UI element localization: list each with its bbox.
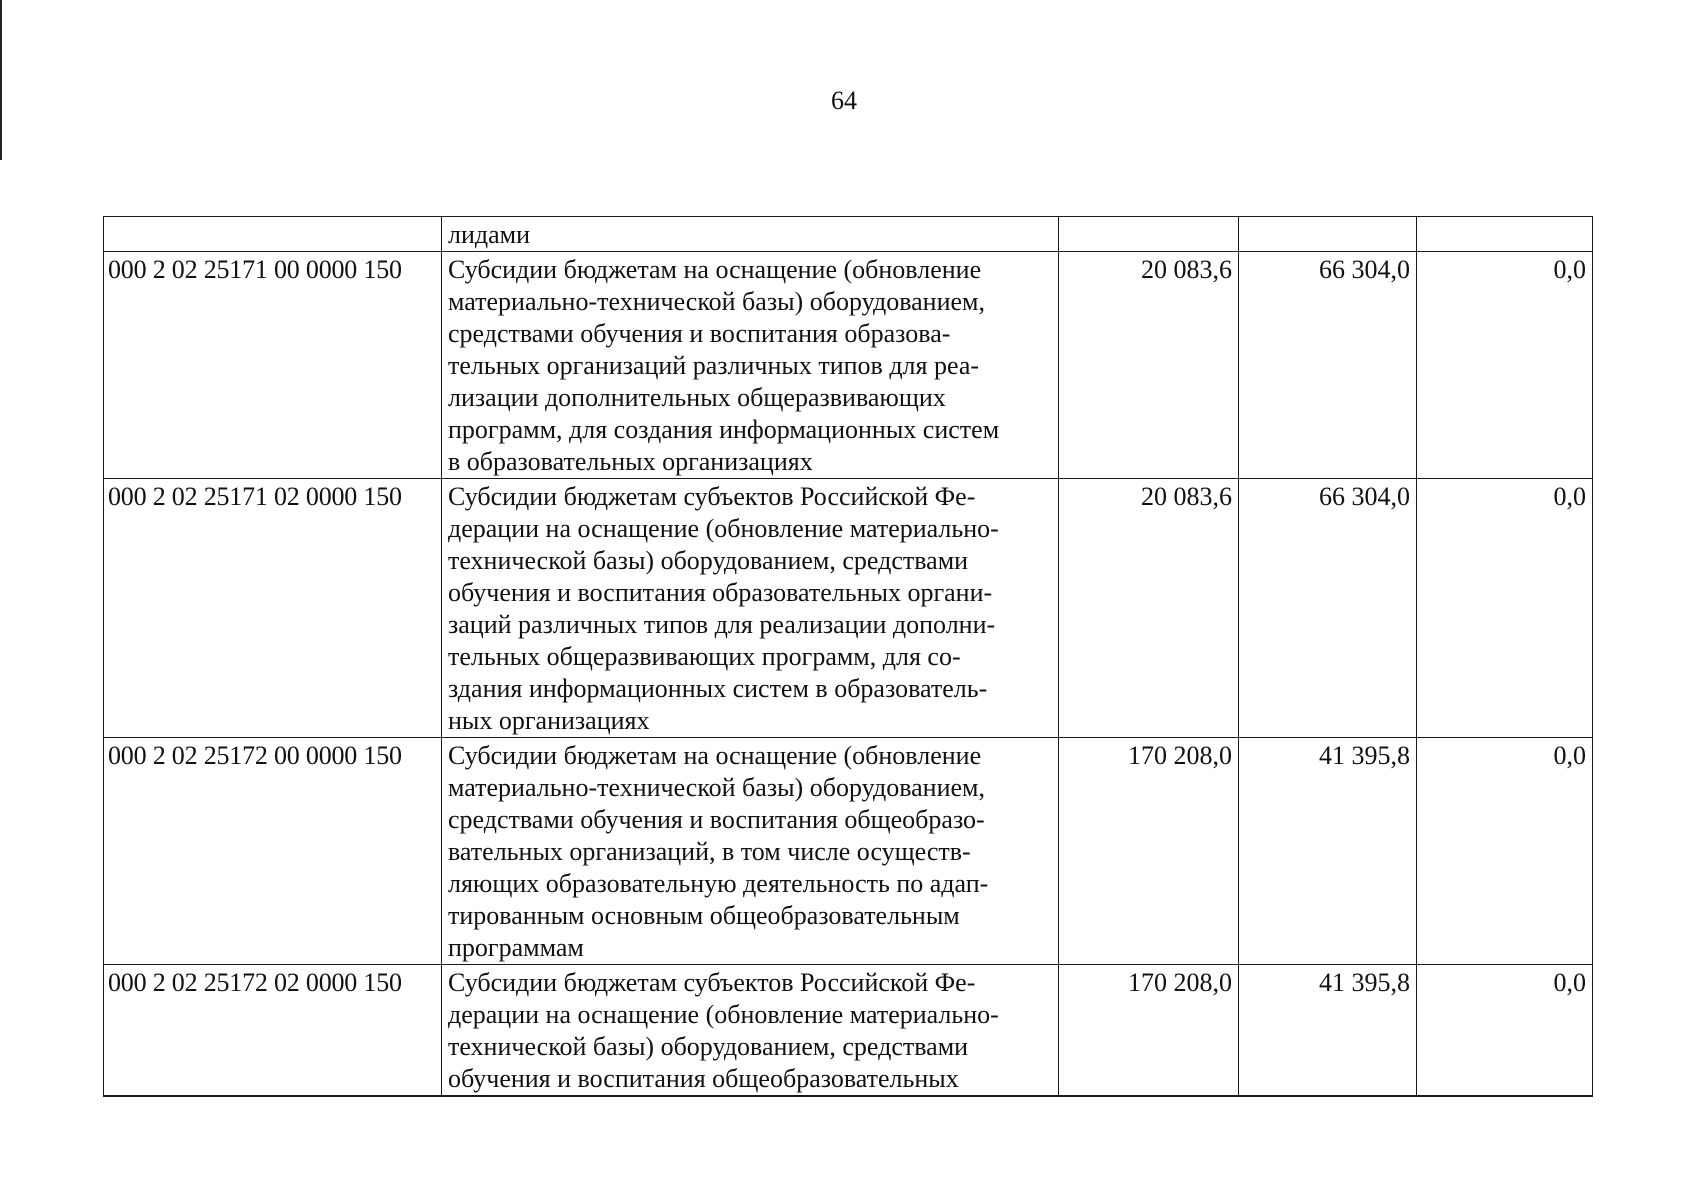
amount-cell-year-3: 0,0 <box>1417 252 1593 479</box>
budget-income-table <box>103 216 1593 1097</box>
income-name-cell: Субсидии бюджетам на оснащение (обновление материально-технической базы) оборудованием, средствами обучения и воспитания общеобразо- вательных организаций, в том числе осуществ- ляющих образовательную деятельность по адап- тированным основным общеобразовательным программам <box>442 738 1059 965</box>
amount-cell-year-3: 0,0 <box>1417 965 1593 1097</box>
income-name-cell: Субсидии бюджетам на оснащение (обновление материально-технической базы) оборудованием, средствами обучения и воспитания образова- тельных организаций различных типов для реа- лизации дополнительных общеразвивающих программ, для создания информационных систем в образовательных организациях <box>442 252 1059 479</box>
amount-cell-year-1: 170 208,0 <box>1059 965 1239 1097</box>
income-name-cell: лидами <box>442 217 1059 252</box>
amount-cell-year-1: 170 208,0 <box>1059 738 1239 965</box>
amount-cell-year-2: 66 304,0 <box>1239 252 1417 479</box>
amount-cell-year-2: 41 395,8 <box>1239 738 1417 965</box>
budget-code-cell: 000 2 02 25171 02 0000 150 <box>104 479 442 738</box>
amount-cell-year-1 <box>1059 217 1239 252</box>
budget-code-cell: 000 2 02 25172 02 0000 150 <box>104 965 442 1097</box>
table-row <box>104 479 1593 738</box>
income-name-cell: Субсидии бюджетам субъектов Российской Фе- дерации на оснащение (обновление материально- технической базы) оборудованием, средствами обучения и воспитания образовательных органи- заций различных типов для реализации дополни- тельных общеразвивающих программ, для со- здания информационных систем в образователь- ных организациях <box>442 479 1059 738</box>
amount-cell-year-3 <box>1417 217 1593 252</box>
amount-cell-year-1: 20 083,6 <box>1059 479 1239 738</box>
amount-cell-year-2 <box>1239 217 1417 252</box>
page-number: 64 <box>831 86 857 115</box>
amount-cell-year-3: 0,0 <box>1417 738 1593 965</box>
amount-cell-year-2: 41 395,8 <box>1239 965 1417 1097</box>
income-name-cell: Субсидии бюджетам субъектов Российской Фе- дерации на оснащение (обновление материально- технической базы) оборудованием, средствами обучения и воспитания общеобразовательных <box>442 965 1059 1097</box>
table-row <box>104 252 1593 479</box>
amount-cell-year-2: 66 304,0 <box>1239 479 1417 738</box>
budget-code-cell: 000 2 02 25171 00 0000 150 <box>104 252 442 479</box>
table-row <box>104 738 1593 965</box>
amount-cell-year-3: 0,0 <box>1417 479 1593 738</box>
budget-code-cell: 000 2 02 25172 00 0000 150 <box>104 738 442 965</box>
scan-edge-line <box>0 0 2 160</box>
budget-code-cell <box>104 217 442 252</box>
table-row <box>104 217 1593 252</box>
table-row <box>104 965 1593 1097</box>
amount-cell-year-1: 20 083,6 <box>1059 252 1239 479</box>
